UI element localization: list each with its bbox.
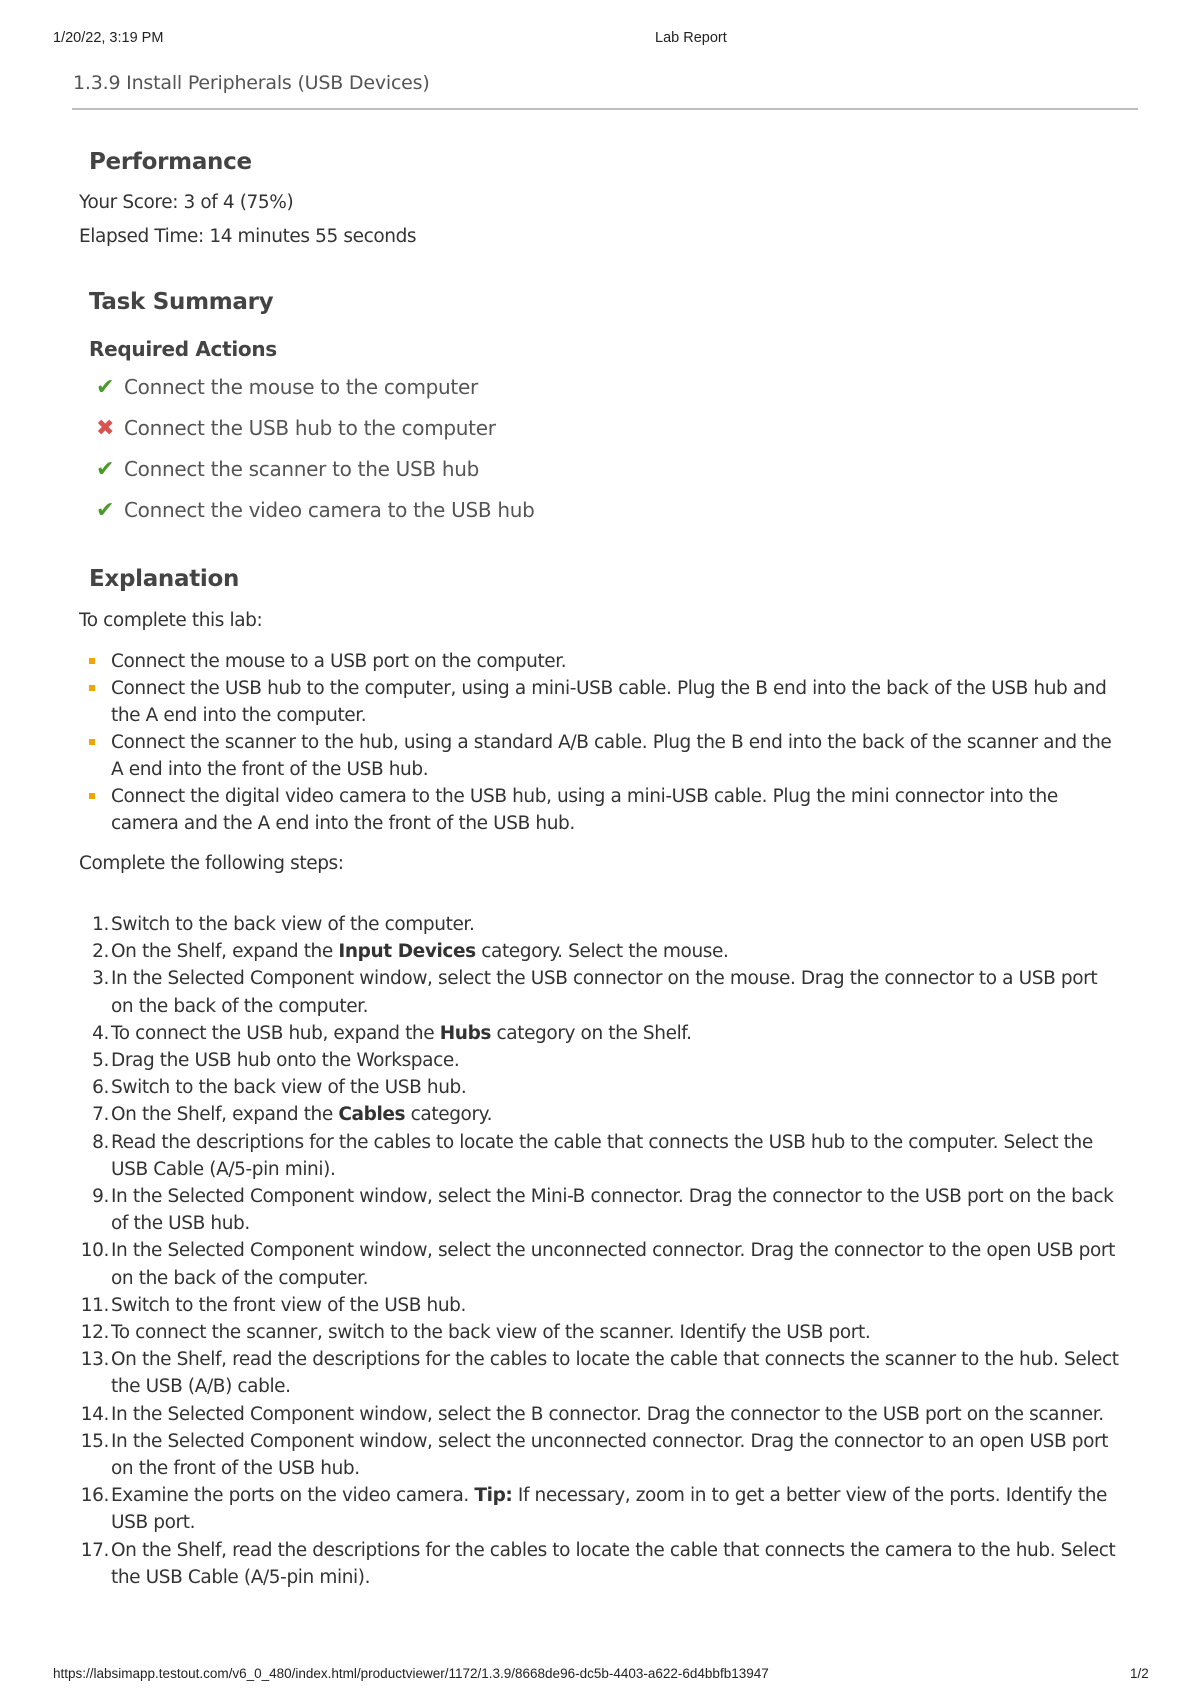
step-text: In the Selected Component window, select the B connector. Drag the connector to the USB port on the scanner. — [111, 1403, 1104, 1425]
print-footer — [0, 1664, 1200, 1686]
step-number: 13. — [80, 1349, 109, 1371]
step-number: 2. — [92, 941, 109, 963]
performance-heading: Performance — [89, 149, 252, 175]
explanation-intro: To complete this lab: — [79, 610, 263, 631]
step-number: 12. — [80, 1322, 109, 1344]
step-number: 6. — [92, 1077, 109, 1099]
check-icon: ✔ — [96, 375, 115, 400]
step-number: 8. — [92, 1131, 109, 1153]
step-item — [79, 1537, 1119, 1591]
step-number: 1. — [92, 914, 109, 935]
step-text: category on the Shelf. — [491, 1022, 692, 1044]
required-action-text: Connect the mouse to the computer — [124, 375, 478, 399]
required-actions-heading: Required Actions — [89, 337, 277, 361]
step-text: Read the descriptions for the cables to locate the cable that connects the USB hub to the computer. Select the USB Cable (A/5-pin mini). — [111, 1131, 1093, 1180]
step-item — [79, 1020, 1119, 1047]
step-text: On the Shelf, read the descriptions for the cables to locate the cable that connects the camera to the hub. Select the USB Cable (A/5-pin mini). — [111, 1539, 1116, 1588]
steps-list — [79, 911, 1119, 1591]
bullet-square-icon — [89, 739, 95, 745]
step-item — [79, 1101, 1119, 1128]
step-number: 9. — [92, 1186, 109, 1208]
required-action-text: Connect the video camera to the USB hub — [124, 498, 535, 522]
title-divider — [72, 108, 1138, 110]
step-emphasis: Hubs — [439, 1022, 492, 1044]
step-item — [79, 1237, 1119, 1291]
print-page-title: Lab Report — [655, 30, 727, 46]
step-text: In the Selected Component window, select the Mini-B connector. Drag the connector to the USB port on the back of the USB hub. — [111, 1186, 1114, 1235]
required-action-text: Connect the scanner to the USB hub — [124, 457, 480, 481]
step-item — [79, 1319, 1119, 1346]
step-emphasis: Input Devices — [338, 941, 476, 963]
step-item — [79, 1074, 1119, 1101]
step-text: In the Selected Component window, select the unconnected connector. Drag the connector to the open USB port on the back of the computer. — [111, 1240, 1115, 1289]
required-action-item — [96, 457, 479, 487]
step-item — [79, 1047, 1119, 1074]
score-text: Your Score: 3 of 4 (75%) — [79, 192, 294, 213]
print-url: https://labsimapp.testout.com/v6_0_480/index.html/productviewer/1172/1.3.9/8668de96-dc5b-4403-a622-6d4bbfb13947 — [53, 1666, 769, 1681]
step-item — [79, 1292, 1119, 1319]
explanation-bullet-text: Connect the USB hub to the computer, using a mini-USB cable. Plug the B end into the back of the USB hub and the A end into the computer. — [111, 678, 1107, 726]
explanation-bullet — [79, 648, 1119, 675]
explanation-bullet-text: Connect the mouse to a USB port on the computer. — [111, 651, 567, 672]
step-text: Switch to the front view of the USB hub. — [111, 1294, 466, 1316]
step-text: category. Select the mouse. — [475, 941, 729, 963]
check-icon: ✔ — [96, 457, 115, 482]
step-item — [79, 1129, 1119, 1183]
step-emphasis: Cables — [338, 1104, 406, 1126]
step-item — [79, 1401, 1119, 1428]
step-number: 17. — [80, 1539, 109, 1561]
step-number: 16. — [80, 1485, 109, 1507]
step-number: 11. — [80, 1294, 109, 1316]
step-text: Switch to the back view of the computer. — [111, 914, 475, 935]
explanation-bullet — [79, 783, 1119, 837]
step-item — [79, 1346, 1119, 1400]
step-number: 10. — [80, 1240, 109, 1262]
explanation-bullet — [79, 675, 1119, 729]
explanation-heading: Explanation — [89, 566, 240, 592]
step-number: 7. — [92, 1104, 109, 1126]
bullet-square-icon — [89, 658, 95, 664]
step-text: In the Selected Component window, select the unconnected connector. Drag the connector to an open USB port on the front of the USB hub. — [111, 1430, 1109, 1480]
step-text: On the Shelf, expand the — [111, 1104, 339, 1126]
bullet-square-icon — [89, 685, 95, 691]
steps-intro: Complete the following steps: — [79, 853, 344, 874]
print-date: 1/20/22, 3:19 PM — [53, 30, 164, 46]
step-emphasis: Tip: — [474, 1485, 513, 1507]
step-number: 14. — [80, 1403, 109, 1425]
step-item — [79, 1482, 1119, 1536]
elapsed-time-text: Elapsed Time: 14 minutes 55 seconds — [79, 226, 417, 247]
step-text: On the Shelf, expand the — [111, 941, 339, 963]
step-text: To connect the scanner, switch to the back view of the scanner. Identify the USB port. — [111, 1322, 871, 1344]
step-text: In the Selected Component window, select the USB connector on the mouse. Drag the connector to a USB port on the back of the computer. — [111, 968, 1098, 1017]
step-number: 15. — [80, 1430, 109, 1452]
step-item — [79, 911, 1119, 938]
required-action-item — [96, 498, 534, 528]
required-action-item — [96, 416, 496, 446]
step-text: Switch to the back view of the USB hub. — [111, 1077, 467, 1099]
step-number: 4. — [92, 1022, 109, 1044]
check-icon: ✔ — [96, 498, 115, 523]
step-item — [79, 1428, 1119, 1482]
explanation-bullet-list — [79, 648, 1119, 837]
explanation-bullet — [79, 729, 1119, 783]
lab-title: 1.3.9 Install Peripherals (USB Devices) — [73, 72, 430, 94]
required-action-text: Connect the USB hub to the computer — [124, 416, 496, 440]
step-text: If necessary, zoom in to get a better view of the ports. Identify the USB port. — [111, 1485, 1107, 1534]
step-item — [79, 1183, 1119, 1237]
step-text: To connect the USB hub, expand the — [111, 1022, 440, 1044]
step-text: Drag the USB hub onto the Workspace. — [111, 1050, 460, 1072]
task-summary-heading: Task Summary — [89, 289, 274, 315]
step-item — [79, 965, 1119, 1019]
step-text: category. — [405, 1104, 493, 1126]
step-item — [79, 938, 1119, 965]
explanation-bullet-text: Connect the digital video camera to the USB hub, using a mini-USB cable. Plug the mini connector into the camera and the A end into the front of the USB hub. — [111, 786, 1058, 834]
explanation-bullet-text: Connect the scanner to the hub, using a standard A/B cable. Plug the B end into the back of the scanner and the A end into the front of the USB hub. — [111, 732, 1112, 780]
print-page-number: 1/2 — [1130, 1666, 1149, 1681]
bullet-square-icon — [89, 793, 95, 799]
required-action-item — [96, 375, 478, 405]
print-header — [0, 28, 1200, 50]
step-number: 5. — [92, 1050, 109, 1072]
step-text: Examine the ports on the video camera. — [111, 1485, 475, 1507]
step-number: 3. — [92, 968, 109, 990]
step-text: On the Shelf, read the descriptions for the cables to locate the cable that connects the scanner to the hub. Select the USB (A/B) cable. — [111, 1349, 1119, 1398]
x-icon: ✖ — [96, 416, 115, 441]
